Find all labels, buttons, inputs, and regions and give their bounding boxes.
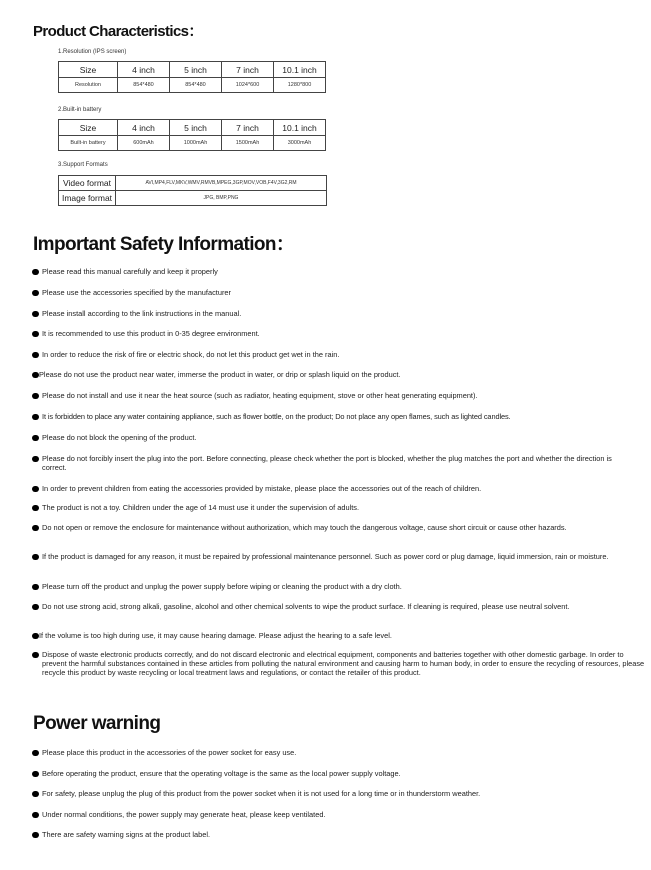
video-format-row <box>59 176 327 191</box>
battery-table <box>58 119 326 151</box>
list-item: Please use the accessories specified by the manufacturer <box>32 288 650 297</box>
list-item: For safety, please unplug the plug of this product from the power socket when it is not used for a long time or in thunderstorm weather. <box>32 789 650 798</box>
list-item: Please do not forcibly insert the plug into the port. Before connecting, please check whether the port is blocked, whether the plug matches the port and whether the direction is correct. <box>32 454 612 472</box>
resolution-value-row <box>59 78 326 93</box>
video-format-label: Video format <box>59 176 116 191</box>
list-item: In order to prevent children from eating the accessories provided by mistake, please place the accessories out of the reach of children. <box>32 484 650 493</box>
list-item: Please place this product in the accessories of the power socket for easy use. <box>32 748 650 757</box>
formats-caption: 3.Support Formats <box>58 162 108 168</box>
resolution-header-row <box>59 62 326 78</box>
table-header-cell: 7 inch <box>222 62 274 78</box>
formats-table <box>58 175 327 206</box>
table-header-cell: 4 inch <box>118 62 170 78</box>
list-item: Do not use strong acid, strong alkali, gasoline, alcohol and other chemical solvents to wipe the product surface. If cleaning is required, please use neutral solvent. <box>32 602 650 611</box>
table-header-cell: 7 inch <box>222 120 274 136</box>
battery-header-row <box>59 120 326 136</box>
list-item: Please do not install and use it near the heat source (such as radiator, heating equipment, stove or other heat generating equipment). <box>32 391 650 400</box>
table-header-cell: 5 inch <box>170 120 222 136</box>
list-item: If the product is damaged for any reason, it must be repaired by professional maintenance personnel. Such as power cord or plug damage, liquid immersion, rain or moisture. <box>32 552 650 561</box>
image-format-row <box>59 191 327 206</box>
table-cell: 854*480 <box>118 78 170 93</box>
table-cell: 1024*600 <box>222 78 274 93</box>
table-cell: 3000mAh <box>274 136 326 151</box>
list-item: Please read this manual carefully and keep it properly <box>32 267 650 276</box>
list-item: Please install according to the link instructions in the manual. <box>32 309 650 318</box>
list-item: Do not open or remove the enclosure for maintenance without authorization, which may touch the dangerous voltage, cause short circuit or cause other hazards. <box>32 523 650 532</box>
table-header-cell: 4 inch <box>118 120 170 136</box>
list-item: Please turn off the product and unplug the power supply before wiping or cleaning the product with a dry cloth. <box>32 582 650 591</box>
list-item: In order to reduce the risk of fire or electric shock, do not let this product get wet in the rain. <box>32 350 650 359</box>
table-cell: 1000mAh <box>170 136 222 151</box>
table-cell: 1500mAh <box>222 136 274 151</box>
list-item: Under normal conditions, the power supply may generate heat, please keep ventilated. <box>32 810 650 819</box>
power-warning-heading: Power warning <box>33 713 161 734</box>
resolution-table <box>58 61 326 93</box>
table-header-cell: Size <box>59 120 118 136</box>
list-item: It is recommended to use this product in 0-35 degree environment. <box>32 329 650 338</box>
resolution-caption: 1.Resolution (IPS screen) <box>58 49 127 55</box>
table-cell: 854*480 <box>170 78 222 93</box>
list-item: The product is not a toy. Children under the age of 14 must use it under the supervision of adults. <box>32 503 650 512</box>
video-format-value: AVI,MP4,FLV,MKV,WMV,RMVB,MPEG,3GP,MOV,VOB,F4V,3G2,RM <box>116 176 327 191</box>
list-item: Dispose of waste electronic products correctly, and do not discard electronic and electrical equipment, components and batteries together with other domestic garbage. In order to prevent the harmful substances contained in these articles from polluting the natural environment and causing harm to human body, in order to ensure the recycling of resources, please recycle this product by waste recycling or local treatment laws and regulations, or contact the retailer of this product. <box>32 650 650 677</box>
list-item: There are safety warning signs at the product label. <box>32 830 650 839</box>
battery-caption: 2.Built-in battery <box>58 107 102 113</box>
product-characteristics-heading: Product Characteristics： <box>33 23 203 40</box>
list-item: It is forbidden to place any water containing appliance, such as flower bottle, on the product; Do not place any open flames, such as lighted candles. <box>32 412 651 421</box>
list-item: Please do not use the product near water, immerse the product in water, or drip or splash liquid on the product. <box>32 370 647 379</box>
table-header-cell: 10.1 inch <box>274 120 326 136</box>
safety-heading: Important Safety Information： <box>33 234 295 255</box>
table-header-cell: Size <box>59 62 118 78</box>
table-header-cell: 10.1 inch <box>274 62 326 78</box>
table-row-label: Built-in battery <box>59 136 118 151</box>
image-format-label: Image format <box>59 191 116 206</box>
table-header-cell: 5 inch <box>170 62 222 78</box>
image-format-value: JPG, BMP,PNG <box>116 191 327 206</box>
table-row-label: Resolution <box>59 78 118 93</box>
list-item: Before operating the product, ensure that the operating voltage is the same as the local power supply voltage. <box>32 769 650 778</box>
list-item: If the volume is too high during use, it may cause hearing damage. Please adjust the hearing to a safe level. <box>32 631 647 640</box>
table-cell: 1280*800 <box>274 78 326 93</box>
list-item: Please do not block the opening of the product. <box>32 433 650 442</box>
table-cell: 600mAh <box>118 136 170 151</box>
battery-value-row <box>59 136 326 151</box>
